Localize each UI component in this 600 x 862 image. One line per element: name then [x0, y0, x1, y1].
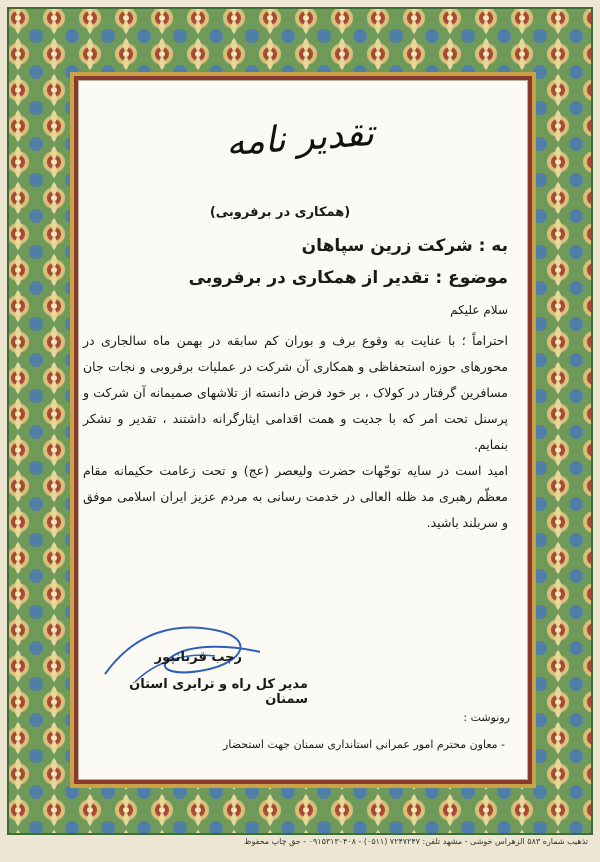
- letter-body: [83, 328, 508, 536]
- subject-line: موضوع : تقدیر از همکاری در برفروبی: [188, 268, 508, 288]
- certificate-subtitle: (همکاری در برفروبی): [209, 205, 351, 220]
- recipient-line: به : شرکت زرین سپاهان: [301, 236, 508, 256]
- greeting-line: سلام علیکم: [450, 303, 508, 317]
- signer-position: مدیر کل راه و ترابری استان سمنان: [129, 677, 308, 707]
- signer-name: رجب قربانپور: [154, 650, 242, 665]
- cc-item: - معاون محترم امور عمرانی استانداری سمنان جهت استحضار: [223, 738, 505, 751]
- print-footer: تذهیب شماره ۵۸۳ الزهراس خوشی - مشهد تلفن: ۷۲۴۷۲۴۷ (۰۵۱۱) - ۰۹۱۵۳۱۳۰۴۰۸ - حق چاپ محفوظ: [244, 837, 588, 846]
- certificate-title: تقدیر نامه: [224, 112, 376, 165]
- body-paragraph: احتراماً ؛ با عنایت به وقوع برف و بوران کم سابقه در بهمن ماه سالجاری در محورهای حوزه استحفاظی و همکاری آن شرکت در عملیات برفروبی و نجات جان مسافرین گرفتار در کولاک ، بر خود فرض دانسته از تلاشهای صمیمانه آن شرکت و پرسنل تحت امر که با جدیت و همت اقدامی ایثارگرانه داشتند ، تقدیر و تشکر بنمایم.: [83, 333, 508, 452]
- body-paragraph: امید است در سایه توجّهات حضرت ولیعصر (عج) و تحت زعامت حکیمانه مقام معظّم رهبری مد ظله العالی در خدمت رسانی به مردم عزیز ایران اسلامی موفق و سربلند باشید.: [83, 463, 508, 530]
- cc-label: رونوشت :: [463, 711, 510, 724]
